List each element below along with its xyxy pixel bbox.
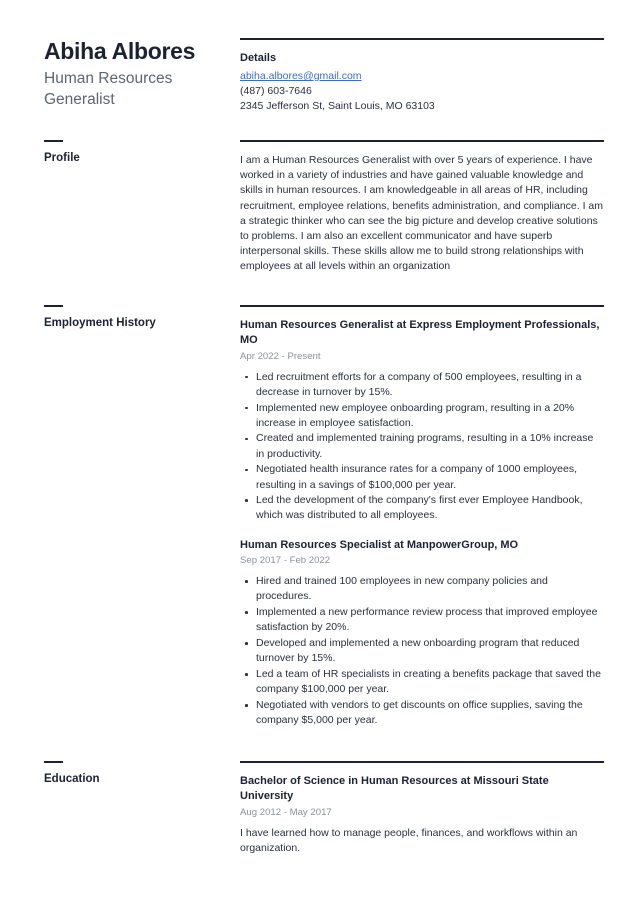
details-heading: Details [240, 52, 277, 64]
address-text: 2345 Jefferson St, Saint Louis, MO 63103 [240, 100, 435, 112]
list-item: Hired and trained 100 employees in new company policies and procedures. [240, 574, 604, 604]
education-label-col [44, 761, 240, 787]
employment-entry [240, 538, 604, 729]
spacer-education [44, 729, 604, 761]
dash-icon [44, 305, 63, 307]
education-body-col [240, 761, 604, 856]
details-divider [240, 38, 604, 40]
list-item: Created and implemented training programs, resulting in a 10% increase in productivity. [240, 431, 604, 461]
section-education [44, 761, 604, 856]
education-entry-title: Bachelor of Science in Human Resources at Missouri State University [240, 774, 549, 803]
education-entry-description: I have learned how to manage people, finances, and workflows within an organization. [240, 826, 578, 854]
email-link[interactable]: abiha.albores@gmail.com [240, 70, 362, 82]
employment-entry [240, 318, 604, 524]
profile-text: I am a Human Resources Generalist with over 5 years of experience. I have worked in a variety of industries and have gained valuable knowledge and skills in human resources. I am knowledgeable in all areas of HR, including recruitment, employee relations, benefits administration, and compliance. I am a strategic thinker who can see the big picture and develop creative solutions to problems. I am also an excellent communicator and have superb interpersonal skills. These skills allow me to build strong relationships with employees at all levels within an organization [240, 154, 604, 273]
profile-section-label: Profile [44, 152, 80, 164]
resume-header [44, 38, 604, 114]
spacer-profile [44, 114, 604, 140]
dash-icon [44, 140, 63, 142]
profile-label-col [44, 140, 240, 166]
profile-body-col [240, 140, 604, 275]
employment-entry-title: Human Resources Specialist at ManpowerGroup, MO [240, 538, 519, 551]
employment-entry-title: Human Resources Generalist at Express Employment Professionals, MO [240, 318, 600, 347]
education-section-label: Education [44, 772, 100, 785]
spacer-employment [44, 275, 604, 305]
list-item: Negotiated with vendors to get discounts on office supplies, saving the company $5,000 per year. [240, 698, 604, 728]
list-item: Implemented a new performance review process that improved employee satisfaction by 20%. [240, 605, 604, 635]
employment-section-label: Employment History [44, 316, 156, 329]
employment-entry-date: Apr 2022 - Present [240, 350, 321, 362]
profile-divider [240, 140, 604, 142]
employment-entry-bullets [240, 370, 604, 524]
employment-body-col [240, 305, 604, 729]
candidate-name: Abiha Albores [44, 38, 196, 64]
education-divider [240, 761, 604, 763]
section-employment [44, 305, 604, 729]
dash-icon [44, 761, 63, 763]
list-item: Led the development of the company's first ever Employee Handbook, which was distributed to all employees. [240, 493, 604, 523]
section-profile [44, 140, 604, 275]
list-item: Negotiated health insurance rates for a company of 1000 employees, resulting in a savings of $100,000 per year. [240, 462, 604, 492]
employment-divider [240, 305, 604, 307]
list-item: Led a team of HR specialists in creating a benefits package that saved the company $100,000 per year. [240, 667, 604, 697]
employment-entry-date: Sep 2017 - Feb 2022 [240, 555, 331, 567]
employment-label-col [44, 305, 240, 331]
employment-entry-bullets [240, 574, 604, 728]
list-item: Developed and implemented a new onboarding program that reduced turnover by 15%. [240, 636, 604, 666]
phone-text: (487) 603-7646 [240, 85, 312, 97]
list-item: Implemented new employee onboarding program, resulting in a 20% increase in employee satisfaction. [240, 401, 604, 431]
list-item: Led recruitment efforts for a company of 500 employees, resulting in a decrease in turnover by 15%. [240, 370, 604, 400]
education-entry [240, 774, 604, 856]
header-identity [44, 38, 240, 110]
details-block [240, 38, 604, 114]
education-entry-date: Aug 2012 - May 2017 [240, 806, 332, 818]
candidate-job-title: Human Resources Generalist [44, 70, 173, 108]
